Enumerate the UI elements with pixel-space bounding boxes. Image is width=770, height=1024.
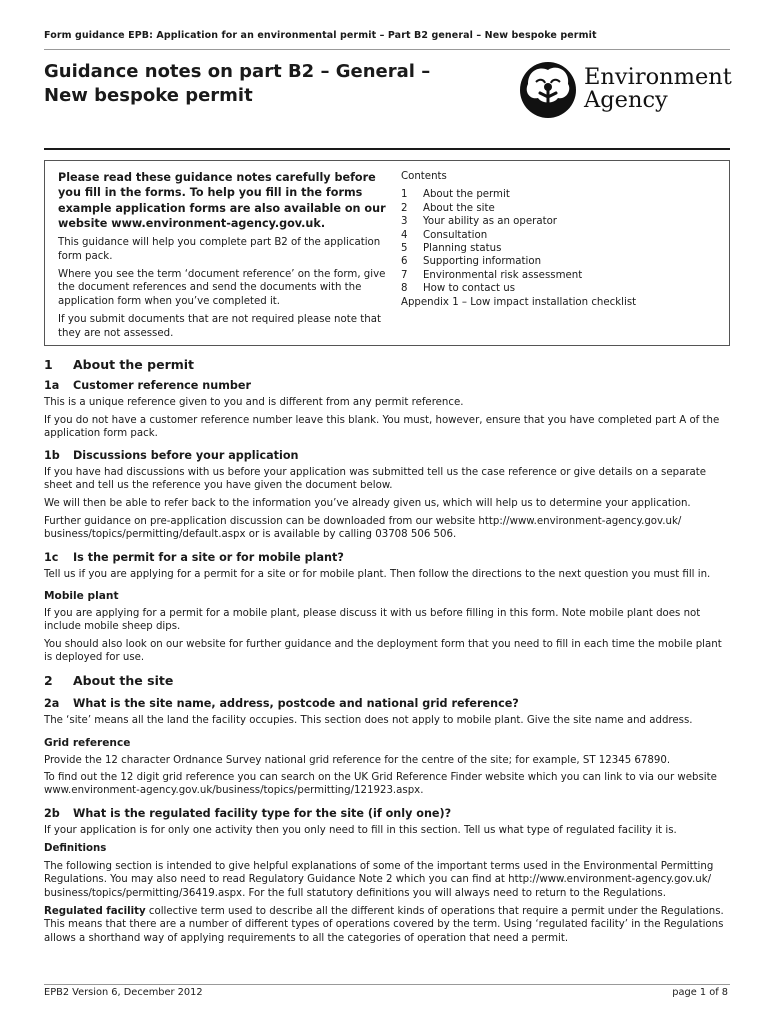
- footer-page-number: page 1 of 8: [672, 987, 728, 998]
- contents-item[interactable]: 4 Consultation: [401, 229, 488, 241]
- grid-reference-heading: Grid reference: [44, 737, 131, 749]
- section-title: About the site: [73, 673, 174, 688]
- footer-version: EPB2 Version 6, December 2012: [44, 987, 203, 998]
- paragraph: Provide the 12 character Ordnance Survey national grid reference for the centre of the site; for example, ST 12345 67890.: [44, 755, 671, 766]
- contents-item[interactable]: 2 About the site: [401, 202, 495, 214]
- paragraph: You should also look on our website for further guidance and the deployment form that you need to fill in each time the mobile plant is deployed for use.: [44, 639, 722, 664]
- intro-paragraph: If you submit documents that are not required please note that they are not assessed.: [58, 314, 381, 339]
- mobile-plant-heading: Mobile plant: [44, 590, 119, 602]
- contents-appendix[interactable]: Appendix 1 – Low impact installation checklist: [401, 296, 637, 308]
- intro-bold-notice: Please read these guidance notes carefully before you fill in the forms. To help you fill in the forms example application forms are also available on our website www.environment-agency.gov.uk.: [58, 171, 386, 230]
- contents-item[interactable]: 5 Planning status: [401, 243, 502, 255]
- paragraph: If you are applying for a permit for a mobile plant, please discuss it with us before filling in this form. Note mobile plant does not include mobile sheep dips.: [44, 608, 701, 633]
- subsection-title: What is the regulated facility type for the site (if only one)?: [73, 807, 452, 820]
- paragraph: Further guidance on pre-application discussion can be downloaded from our website http://www.environment-agency.gov.uk/ business/topics/permitting/default.aspx or is available by calling 03708 506 506.: [44, 516, 682, 541]
- paragraph: If you do not have a customer reference number leave this blank. You must, however, ensure that you have completed part A of the application form pack.: [44, 415, 720, 440]
- section-1b: 1b Discussions before your application: [44, 449, 299, 462]
- intro-box: [44, 160, 730, 346]
- logo-wordmark: [584, 66, 732, 112]
- intro-paragraph: This guidance will help you complete part B2 of the application form pack.: [58, 237, 381, 262]
- paragraph: This is a unique reference given to you and is different from any permit reference.: [44, 397, 464, 408]
- section-2-heading: 2 About the site: [44, 673, 174, 688]
- subsection-title: What is the site name, address, postcode and national grid reference?: [73, 697, 519, 710]
- definitions-heading: Definitions: [44, 843, 107, 854]
- section-2a: 2a What is the site name, address, postcode and national grid reference?: [44, 697, 519, 710]
- document-title-line2: New bespoke permit: [44, 85, 253, 106]
- contents-item[interactable]: 1 About the permit: [401, 189, 510, 201]
- paragraph: If you have had discussions with us before your application was submitted tell us the case reference or give details on a separate sheet and tell us the reference you have given the document below.: [44, 467, 707, 492]
- definition-regulated-facility: [44, 905, 730, 945]
- section-1c: 1c Is the permit for a site or for mobile plant?: [44, 551, 344, 564]
- contents-item[interactable]: 6 Supporting information: [401, 256, 542, 268]
- contents-item[interactable]: 3 Your ability as an operator: [401, 216, 557, 228]
- contents-item[interactable]: 8 How to contact us: [401, 283, 516, 295]
- definition-text: collective term used to describe all the different kinds of operations that require a permit under the Regulations. This means that there are a number of different types of operations covered by the term. Using ‘regulated facility’ in the Regulations allows a shorthand way of applying requirements to all the categories of operation that need a permit.: [44, 906, 724, 944]
- paragraph: The following section is intended to give helpful explanations of some of the important terms used in the Environmental Permitting Regulations. You may also need to read Regulatory Guidance Note 2 which you can find at http://www.environment-agency.gov.uk/ business/topics/permitting/36419.aspx. For the full statutory definitions you will always need to return to the Regulations.: [44, 861, 714, 899]
- definition-term: Regulated facility: [44, 906, 146, 917]
- page: [44, 0, 730, 1024]
- title-rule: [44, 148, 730, 150]
- environment-agency-logo: [518, 60, 732, 120]
- logo-word-agency: Agency: [584, 87, 668, 113]
- subsection-title: Customer reference number: [73, 379, 251, 392]
- section-1-heading: 1 About the permit: [44, 357, 195, 372]
- running-head: Form guidance EPB: Application for an environmental permit – Part B2 general – New bespoke permit: [44, 30, 597, 41]
- header-rule: [44, 49, 730, 50]
- paragraph: If your application is for only one activity then you only need to fill in this section. Tell us what type of regulated facility it is.: [44, 825, 677, 836]
- footer-rule: [44, 984, 730, 985]
- logo-word-environment: Environment: [584, 64, 732, 90]
- tree-figure-icon: [518, 60, 578, 120]
- paragraph: The ‘site’ means all the land the facility occupies. This section does not apply to mobile plant. Give the site name and address.: [44, 715, 693, 726]
- section-2b: 2b What is the regulated facility type for the site (if only one)?: [44, 807, 452, 820]
- document-title: [44, 60, 444, 108]
- document-title-line1: Guidance notes on part B2 – General –: [44, 61, 431, 82]
- paragraph: Tell us if you are applying for a permit for a site or for mobile plant. Then follow the directions to the next question you must fill in.: [44, 569, 711, 580]
- intro-text: [58, 170, 388, 345]
- section-title: About the permit: [73, 357, 195, 372]
- subsection-title: Is the permit for a site or for mobile plant?: [73, 551, 344, 564]
- paragraph: To find out the 12 digit grid reference you can search on the UK Grid Reference Finder website which you can link to via our website www.environment-agency.gov.uk/business/topics/permitting/121923.aspx.: [44, 772, 717, 797]
- contents-list: [401, 170, 721, 309]
- subsection-title: Discussions before your application: [73, 449, 299, 462]
- paragraph: We will then be able to refer back to the information you’ve already given us, which will help us to determine your application.: [44, 498, 691, 509]
- intro-paragraph: Where you see the term ‘document reference’ on the form, give the document references and send the documents with the application form when you’ve completed it.: [58, 269, 386, 307]
- contents-item[interactable]: 7 Environmental risk assessment: [401, 269, 583, 281]
- section-1a: 1a Customer reference number: [44, 379, 251, 392]
- contents-title: Contents: [401, 171, 447, 182]
